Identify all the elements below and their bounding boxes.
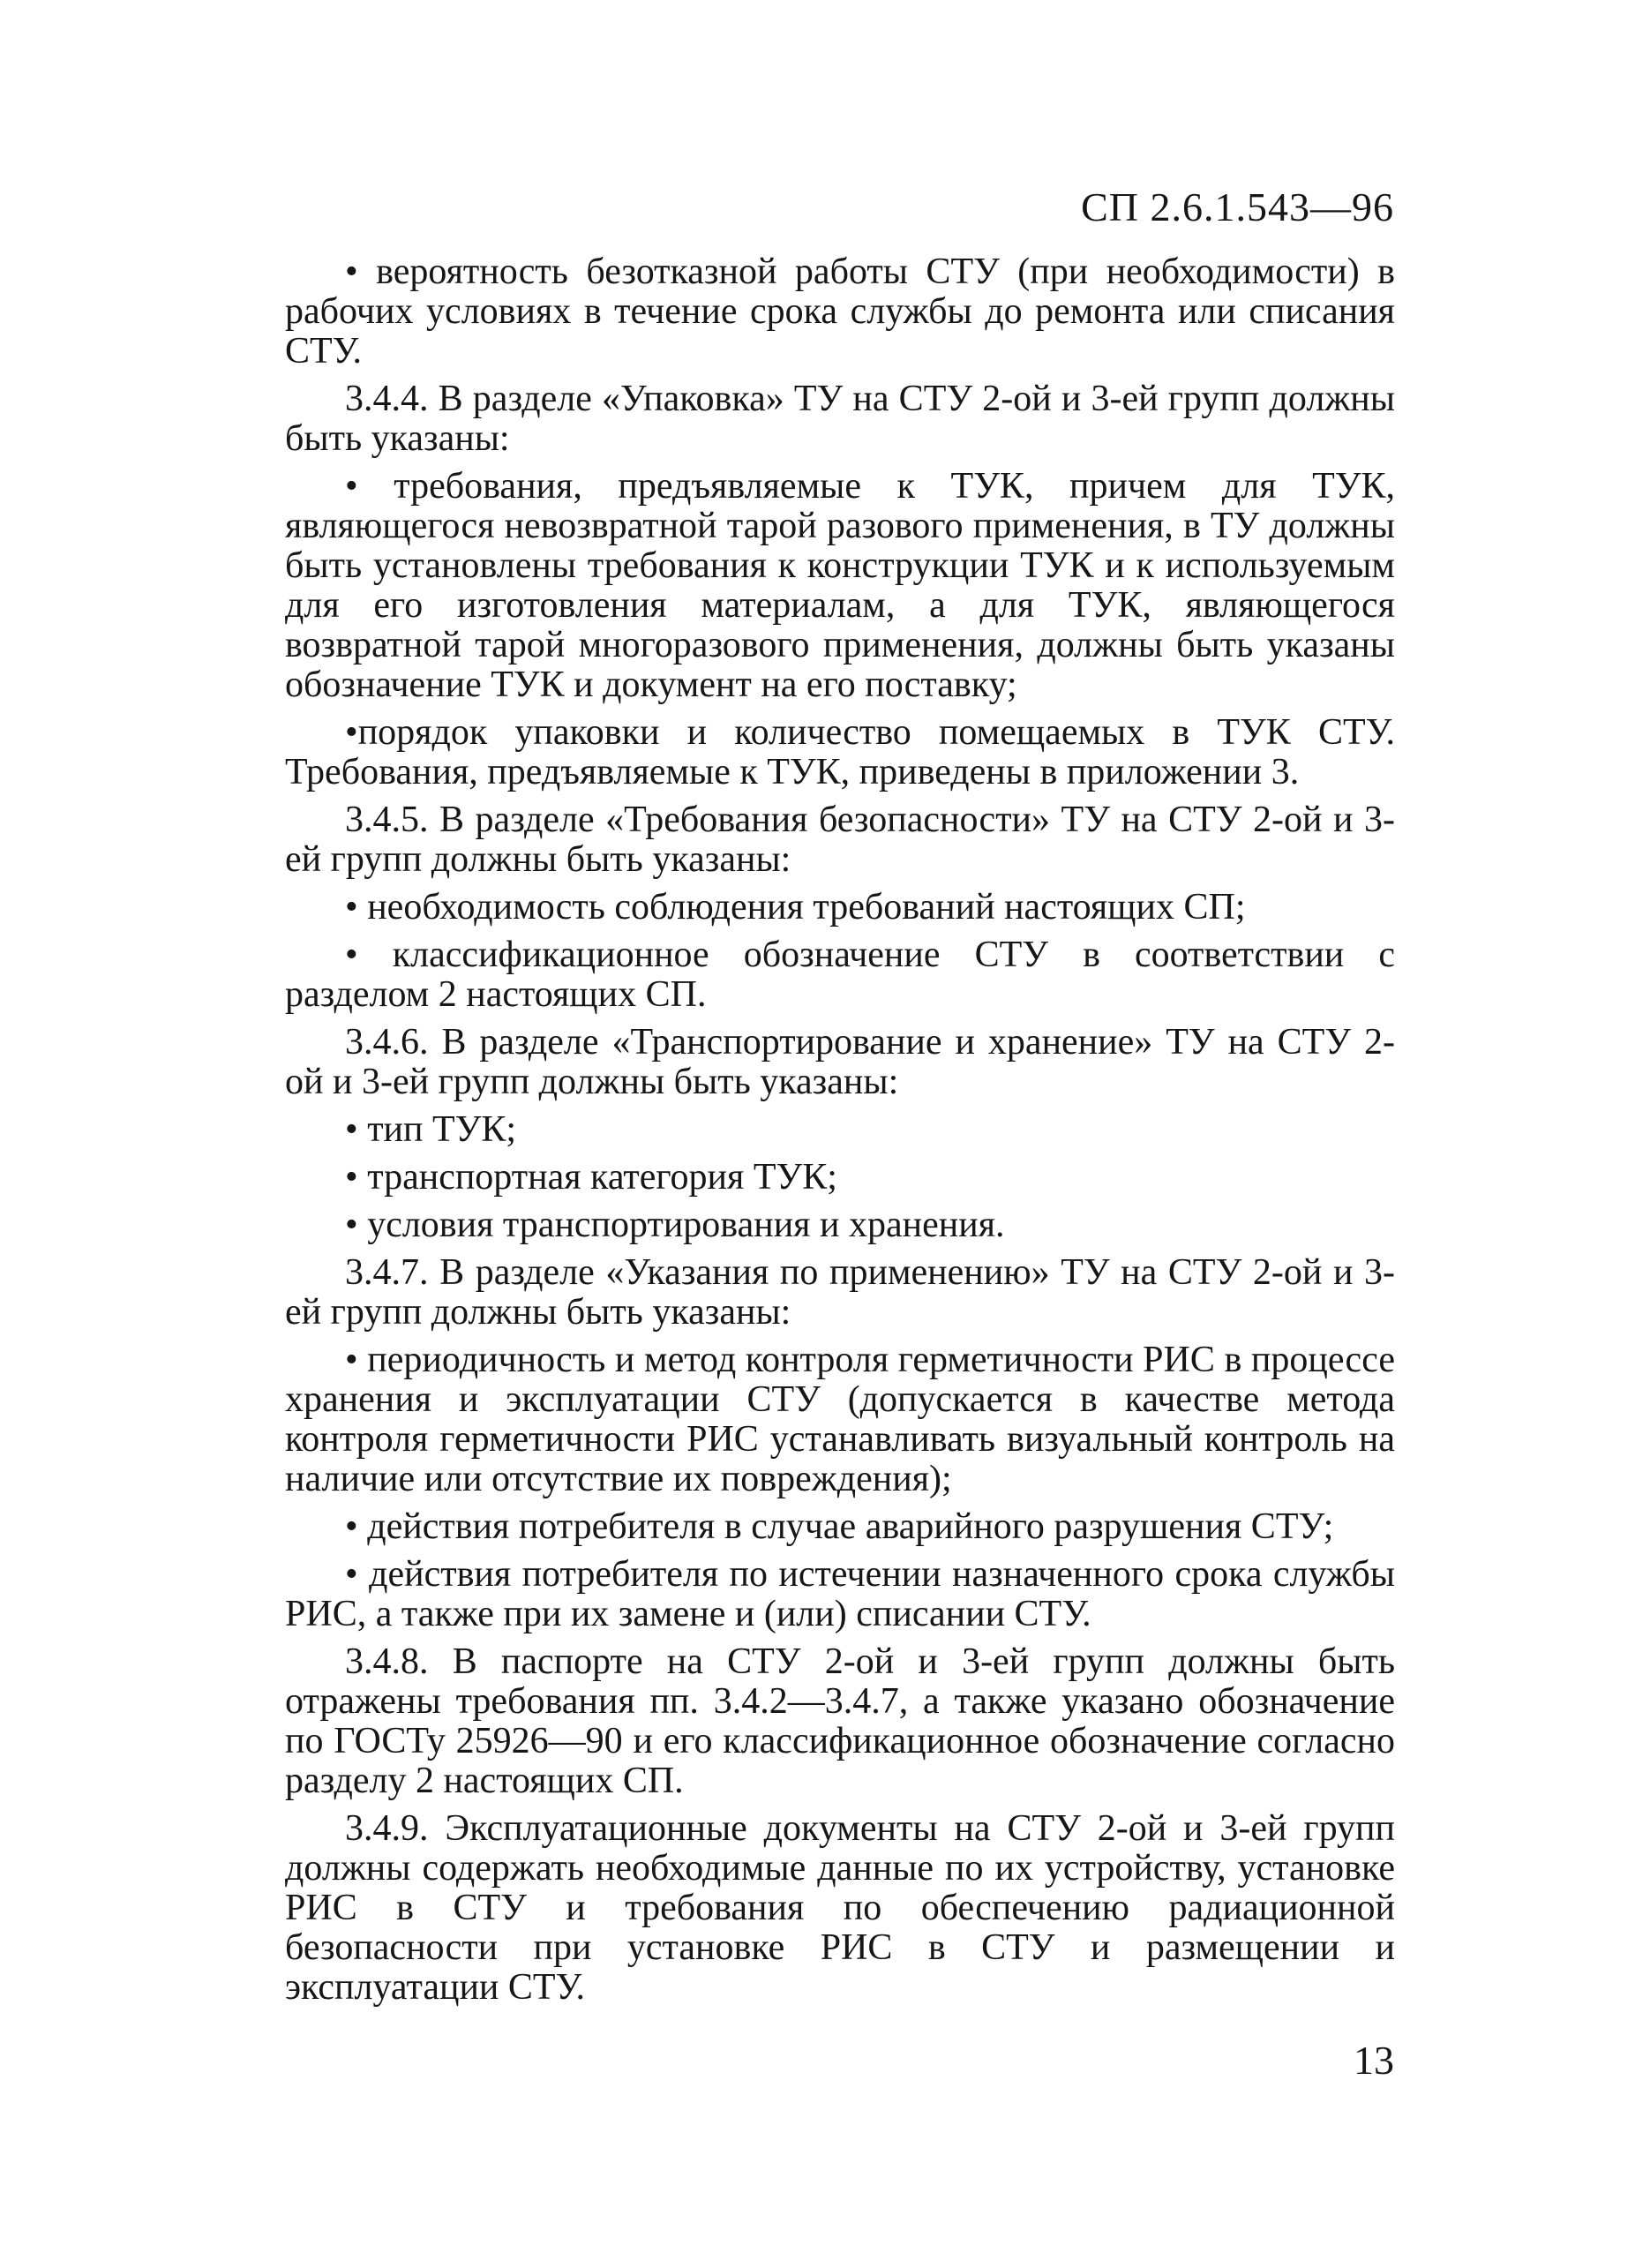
paragraph: 3.4.7. В разделе «Указания по применению» ТУ на СТУ 2-ой и 3-ей групп должны быть указаны: bbox=[285, 1252, 1395, 1333]
paragraph: • транспортная категория ТУК; bbox=[345, 1157, 837, 1198]
paragraph: 3.4.6. В разделе «Транспортирование и хранение» ТУ на СТУ 2-ой и 3-ей групп должны быть указаны: bbox=[285, 1022, 1395, 1102]
paragraph: • тип ТУК; bbox=[345, 1109, 517, 1150]
document-code: СП 2.6.1.543—96 bbox=[1081, 184, 1394, 229]
paragraph: 3.4.5. В разделе «Требования безопасности» ТУ на СТУ 2-ой и 3-ей групп должны быть указаны: bbox=[285, 800, 1395, 880]
paragraph: •порядок упаковки и количество помещаемых в ТУК СТУ. Требования, предъявляемые к ТУК, приведены в приложении 3. bbox=[285, 712, 1395, 792]
paragraph: 3.4.4. В разделе «Упаковка» ТУ на СТУ 2-ой и 3-ей групп должны быть указаны: bbox=[285, 379, 1395, 459]
paragraph: • действия потребителя по истечении назначенного срока службы РИС, а также при их замене и (или) списании СТУ. bbox=[285, 1554, 1395, 1634]
paragraph: • требования, предъявляемые к ТУК, причем для ТУК, являющегося невозвратной тарой разового применения, в ТУ должны быть установлены требования к конструкции ТУК и к используемым для его изготовления материалам, а для ТУК, являющегося возвратной тарой многоразового применения, должны быть указаны обозначение ТУК и документ на его поставку; bbox=[285, 466, 1395, 705]
document-body bbox=[285, 252, 1395, 2016]
paragraph: • классификационное обозначение СТУ в соответствии с разделом 2 настоящих СП. bbox=[285, 935, 1395, 1015]
paragraph: 3.4.8. В паспорте на СТУ 2-ой и 3-ей групп должны быть отражены требования пп. 3.4.2—3.4.7, а также указано обозначение по ГОСТу 25926—90 и его классификационное обозначение согласно разделу 2 настоящих СП. bbox=[285, 1641, 1395, 1801]
paragraph: • действия потребителя в случае аварийного разрушения СТУ; bbox=[345, 1506, 1334, 1547]
page-number: 13 bbox=[1354, 2038, 1394, 2083]
paragraph: 3.4.9. Эксплуатационные документы на СТУ 2-ой и 3-ей групп должны содержать необходимые данные по их устройству, установке РИС в СТУ и требования по обеспечению радиационной безопасности при установке РИС в СТУ и размещении и эксплуатации СТУ. bbox=[285, 1808, 1395, 2008]
paragraph: • условия транспортирования и хранения. bbox=[345, 1205, 1005, 1245]
paragraph: • периодичность и метод контроля герметичности РИС в процессе хранения и эксплуатации СТУ (допускается в качестве метода контроля герметичности РИС устанавливать визуальный контроль на наличие или отсутствие их повреждения); bbox=[285, 1340, 1395, 1499]
paragraph: • вероятность безотказной работы СТУ (при необходимости) в рабочих условиях в течение срока службы до ремонта или списания СТУ. bbox=[285, 252, 1395, 372]
paragraph: • необходимость соблюдения требований настоящих СП; bbox=[345, 887, 1246, 927]
